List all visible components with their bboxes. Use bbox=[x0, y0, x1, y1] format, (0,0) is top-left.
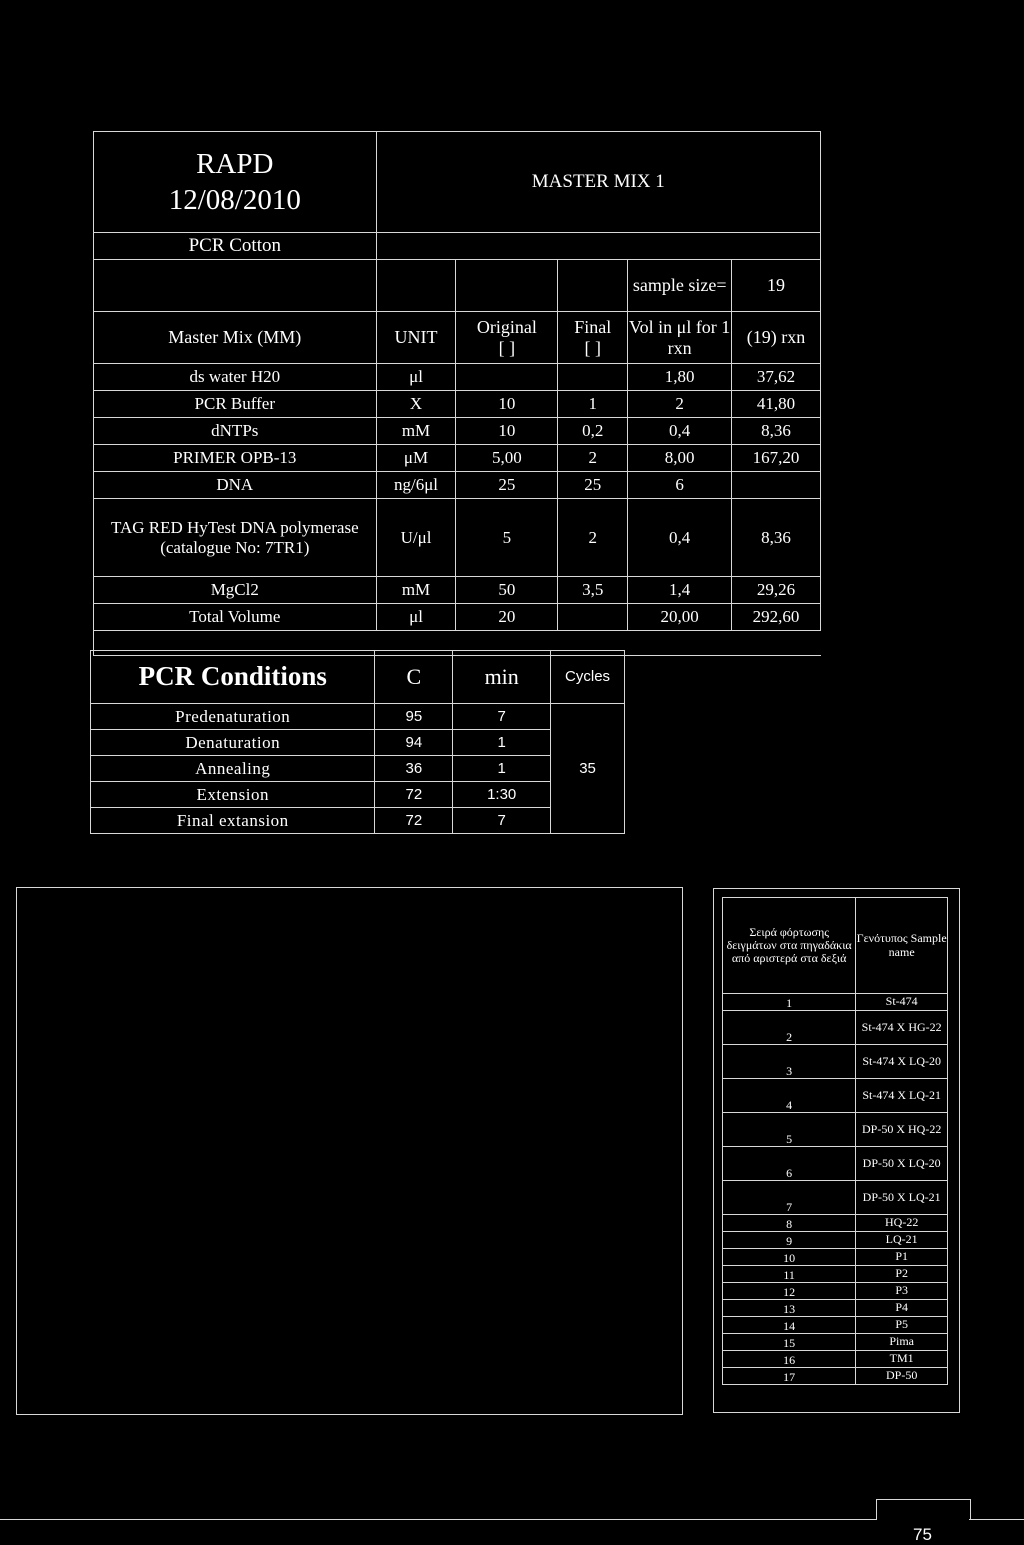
unit-cell: μl bbox=[376, 604, 456, 631]
sample-order-cell: 9 bbox=[723, 1232, 856, 1249]
voln-cell bbox=[732, 472, 821, 499]
final-cell: 0,2 bbox=[558, 418, 628, 445]
sample-name-cell: St-474 bbox=[856, 994, 948, 1011]
vol1-cell: 0,4 bbox=[628, 418, 732, 445]
original-cell: 25 bbox=[456, 472, 558, 499]
reagent-cell: MgCl2 bbox=[94, 577, 377, 604]
reagent-cell: PRIMER OPB-13 bbox=[94, 445, 377, 472]
unit-cell: X bbox=[376, 391, 456, 418]
original-cell bbox=[456, 364, 558, 391]
page-number-box bbox=[876, 1499, 971, 1520]
minutes-cell: 1 bbox=[453, 730, 551, 756]
sample-name-cell: DP-50 X HQ-22 bbox=[856, 1113, 948, 1147]
cycles-cell: 35 bbox=[551, 704, 625, 834]
sample-size-value: 19 bbox=[732, 260, 821, 312]
voln-cell: 37,62 bbox=[732, 364, 821, 391]
table-row bbox=[94, 391, 821, 418]
vol1-cell: 1,80 bbox=[628, 364, 732, 391]
final-cell: 2 bbox=[558, 445, 628, 472]
unit-cell: mM bbox=[376, 577, 456, 604]
sample-order-cell: 17 bbox=[723, 1368, 856, 1385]
blank-cell bbox=[456, 260, 558, 312]
table-row bbox=[723, 1181, 948, 1215]
unit-cell: mM bbox=[376, 418, 456, 445]
table-row bbox=[91, 782, 625, 808]
table-row bbox=[723, 1113, 948, 1147]
sample-name-cell: P4 bbox=[856, 1300, 948, 1317]
original-cell: 5 bbox=[456, 499, 558, 577]
sample-name-cell: St-474 X LQ-20 bbox=[856, 1045, 948, 1079]
vol1-cell: 2 bbox=[628, 391, 732, 418]
voln-cell: 8,36 bbox=[732, 499, 821, 577]
table-row bbox=[91, 730, 625, 756]
sample-name-cell: HQ-22 bbox=[856, 1215, 948, 1232]
table-row bbox=[94, 445, 821, 472]
stage-cell: Annealing bbox=[91, 756, 375, 782]
table-row bbox=[723, 1232, 948, 1249]
sample-name-cell: P1 bbox=[856, 1249, 948, 1266]
table-row bbox=[94, 604, 821, 631]
col-unit-header: UNIT bbox=[376, 312, 456, 364]
final-cell: 2 bbox=[558, 499, 628, 577]
sample-rows bbox=[723, 994, 948, 1385]
sample-name-cell: P2 bbox=[856, 1266, 948, 1283]
master-mix-table bbox=[93, 131, 821, 656]
voln-cell: 292,60 bbox=[732, 604, 821, 631]
sample-name-cell: TM1 bbox=[856, 1351, 948, 1368]
stage-cell: Extension bbox=[91, 782, 375, 808]
final-cell: 25 bbox=[558, 472, 628, 499]
table-row bbox=[91, 808, 625, 834]
table-row bbox=[723, 1215, 948, 1232]
sample-order-cell: 4 bbox=[723, 1079, 856, 1113]
col-genotype-header: Γενότυπος Sample name bbox=[856, 898, 948, 994]
sample-name-cell: DP-50 bbox=[856, 1368, 948, 1385]
sample-name-cell: P5 bbox=[856, 1317, 948, 1334]
footer-line bbox=[969, 1519, 1024, 1520]
sample-name-cell: St-474 X HG-22 bbox=[856, 1011, 948, 1045]
vol1-cell: 20,00 bbox=[628, 604, 732, 631]
sample-order-cell: 7 bbox=[723, 1181, 856, 1215]
reagent-cell: Total Volume bbox=[94, 604, 377, 631]
title-cell bbox=[94, 132, 377, 233]
stage-cell: Predenaturation bbox=[91, 704, 375, 730]
col-original-header: Original [ ] bbox=[456, 312, 558, 364]
original-cell: 20 bbox=[456, 604, 558, 631]
stage-cell: Denaturation bbox=[91, 730, 375, 756]
voln-cell: 29,26 bbox=[732, 577, 821, 604]
table-row bbox=[723, 1317, 948, 1334]
sample-name-cell: St-474 X LQ-21 bbox=[856, 1079, 948, 1113]
table-row bbox=[723, 1368, 948, 1385]
pcr-conditions-table bbox=[90, 650, 625, 834]
table-row bbox=[94, 418, 821, 445]
original-cell: 50 bbox=[456, 577, 558, 604]
sample-order-cell: 1 bbox=[723, 994, 856, 1011]
minutes-cell: 1 bbox=[453, 756, 551, 782]
col-min-header: min bbox=[453, 651, 551, 704]
table-row bbox=[723, 1283, 948, 1300]
final-cell bbox=[558, 364, 628, 391]
vol1-cell: 6 bbox=[628, 472, 732, 499]
final-cell bbox=[558, 604, 628, 631]
final-cell: 1 bbox=[558, 391, 628, 418]
table-row bbox=[723, 1147, 948, 1181]
col-vol1-header: Vol in μl for 1 rxn bbox=[628, 312, 732, 364]
unit-cell: μM bbox=[376, 445, 456, 472]
sample-order-cell: 11 bbox=[723, 1266, 856, 1283]
unit-cell: U/μl bbox=[376, 499, 456, 577]
reagent-cell: PCR Buffer bbox=[94, 391, 377, 418]
table-row bbox=[723, 1045, 948, 1079]
original-cell: 10 bbox=[456, 418, 558, 445]
table-row bbox=[723, 1300, 948, 1317]
col-cycles-header: Cycles bbox=[551, 651, 625, 704]
final-cell: 3,5 bbox=[558, 577, 628, 604]
blank-cell bbox=[376, 233, 820, 260]
table-row bbox=[94, 577, 821, 604]
table-row bbox=[91, 704, 625, 730]
table-row bbox=[723, 1249, 948, 1266]
table-row bbox=[94, 499, 821, 577]
master-mix-title: MASTER MIX 1 bbox=[376, 132, 820, 233]
reagent-cell: ds water H20 bbox=[94, 364, 377, 391]
blank-cell bbox=[376, 260, 456, 312]
blank-cell bbox=[94, 260, 377, 312]
table-row bbox=[723, 1079, 948, 1113]
experiment-date: 12/08/2010 bbox=[168, 184, 301, 216]
vol1-cell: 1,4 bbox=[628, 577, 732, 604]
page-title: RAPD bbox=[196, 147, 274, 180]
temperature-cell: 94 bbox=[375, 730, 453, 756]
minutes-cell: 1:30 bbox=[453, 782, 551, 808]
sample-order-cell: 10 bbox=[723, 1249, 856, 1266]
minutes-cell: 7 bbox=[453, 704, 551, 730]
sample-order-cell: 6 bbox=[723, 1147, 856, 1181]
col-voln-header: (19) rxn bbox=[732, 312, 821, 364]
sample-size-label: sample size= bbox=[628, 260, 732, 312]
sample-order-cell: 13 bbox=[723, 1300, 856, 1317]
sample-name-cell: DP-50 X LQ-20 bbox=[856, 1147, 948, 1181]
voln-cell: 41,80 bbox=[732, 391, 821, 418]
sample-name-cell: DP-50 X LQ-21 bbox=[856, 1181, 948, 1215]
vol1-cell: 8,00 bbox=[628, 445, 732, 472]
table-row bbox=[94, 472, 821, 499]
sample-name-cell: P3 bbox=[856, 1283, 948, 1300]
sample-table-frame bbox=[713, 888, 960, 1413]
page-number: 75 bbox=[913, 1525, 932, 1544]
table-row bbox=[723, 1334, 948, 1351]
voln-cell: 167,20 bbox=[732, 445, 821, 472]
conditions-title: PCR Conditions bbox=[91, 651, 375, 704]
table-row bbox=[723, 1011, 948, 1045]
table-row bbox=[723, 1266, 948, 1283]
stage-cell: Final extansion bbox=[91, 808, 375, 834]
sample-table bbox=[722, 897, 948, 1385]
col-c-header: C bbox=[375, 651, 453, 704]
unit-cell: μl bbox=[376, 364, 456, 391]
temperature-cell: 95 bbox=[375, 704, 453, 730]
table-row bbox=[91, 756, 625, 782]
table-row bbox=[723, 1351, 948, 1368]
sample-order-cell: 12 bbox=[723, 1283, 856, 1300]
reagent-cell: dNTPs bbox=[94, 418, 377, 445]
reagent-cell: DNA bbox=[94, 472, 377, 499]
temperature-cell: 72 bbox=[375, 808, 453, 834]
col-order-header: Σειρά φόρτωσης δειγμάτων στα πηγαδάκια από αριστερά στα δεξιά bbox=[723, 898, 856, 994]
crop-label: PCR Cotton bbox=[94, 233, 377, 260]
gel-image bbox=[16, 887, 683, 1415]
original-cell: 10 bbox=[456, 391, 558, 418]
sample-order-cell: 15 bbox=[723, 1334, 856, 1351]
conditions-rows bbox=[91, 704, 625, 834]
sample-order-cell: 5 bbox=[723, 1113, 856, 1147]
sample-order-cell: 2 bbox=[723, 1011, 856, 1045]
unit-cell: ng/6μl bbox=[376, 472, 456, 499]
sample-order-cell: 14 bbox=[723, 1317, 856, 1334]
sample-name-cell: Pima bbox=[856, 1334, 948, 1351]
col-final-header: Final [ ] bbox=[558, 312, 628, 364]
voln-cell: 8,36 bbox=[732, 418, 821, 445]
sample-order-cell: 16 bbox=[723, 1351, 856, 1368]
temperature-cell: 72 bbox=[375, 782, 453, 808]
reagent-cell: TAG RED HyTest DNA polymerase (catalogue No: 7TR1) bbox=[94, 499, 377, 577]
footer-line bbox=[0, 1519, 876, 1520]
sample-name-cell: LQ-21 bbox=[856, 1232, 948, 1249]
vol1-cell: 0,4 bbox=[628, 499, 732, 577]
sample-order-cell: 8 bbox=[723, 1215, 856, 1232]
minutes-cell: 7 bbox=[453, 808, 551, 834]
temperature-cell: 36 bbox=[375, 756, 453, 782]
table-row bbox=[723, 994, 948, 1011]
sample-order-cell: 3 bbox=[723, 1045, 856, 1079]
blank-cell bbox=[558, 260, 628, 312]
master-mix-rows bbox=[94, 364, 821, 631]
original-cell: 5,00 bbox=[456, 445, 558, 472]
col-reagent-header: Master Mix (MM) bbox=[94, 312, 377, 364]
table-row bbox=[94, 364, 821, 391]
